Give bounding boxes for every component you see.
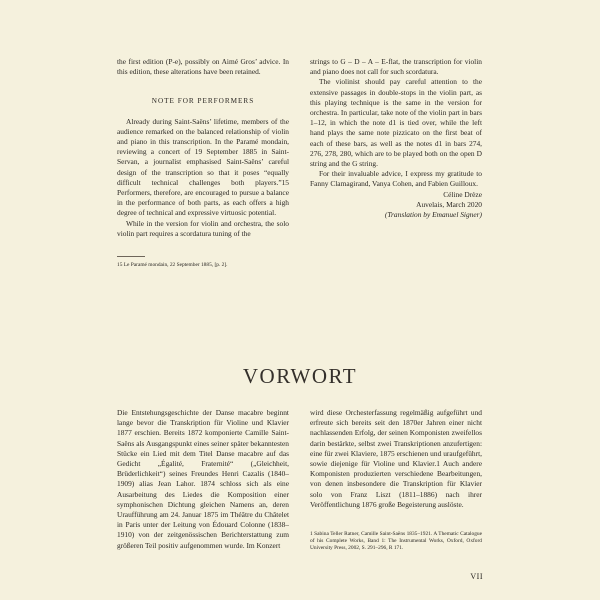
german-left-column	[117, 408, 289, 551]
performers-paragraph-1: Already during Saint-Saëns’ lifetime, members of the audience remarked on the balanced relationship of violin and piano in this transcription. In the Paramé mondain, reviewing a concert of 19 September 1885 in Saint-Servan, a journalist emphasised Saint-Saëns’ careful design of the transcription so that it poses “equally difficult technical challenges both players.”15 Performers, therefore, are encouraged to pursue a balance in the performance of both parts, as each offers a high degree of technical and expressive virtuosic potential.	[117, 116, 289, 218]
german-right-column	[310, 408, 482, 552]
german-paragraph-1: Die Entstehungsgeschichte der Danse macabre beginnt lange bevor die Transkription für Violine und Klavier 1877 erschien. Bereits 1872 komponierte Camille Saint-Saëns als Ausgangspunkt eines seiner später bekanntesten Stücke ein Lied mit dem Titel Danse macabre auf das Gedicht „Égalité, Fraternité“ („Gleichheit, Brüderlichkeit“) seines Freundes Henri Cazalis (1840–1909) alias Jean Lahor. 1874 schloss sich als eine Ausarbeitung des Liedes die Komposition einer symphonischen Dichtung gleichen Namens an, deren Uraufführung am 24. Januar 1875 im Théâtre du Châtelet in Paris unter der Leitung von Édouard Colonne (1838–1910) von der zeitgenössischen Berichterstattung zum größeren Teil positiv aufgenommen wurde. Im Konzert	[117, 408, 289, 550]
footnote-rule	[117, 256, 145, 257]
english-left-column	[117, 57, 289, 239]
place-date: Auvelais, March 2020	[416, 199, 482, 209]
footnote-german: 1 Sabina Teller Ratner, Camille Saint-Saëns 1835–1921. A Thematic Catalogue of his Complete Works, Band 1: The Instrumental Works, Oxford, Oxford University Press, 2002, S. 291–296, R 171.	[310, 531, 482, 552]
gratitude-paragraph: For their invaluable advice, I express my gratitude to Fanny Clamagirand, Vanya Cohen, and Fabien Guilloux.	[310, 169, 482, 189]
translation-credit: (Translation by Emanuel Signer)	[384, 210, 482, 220]
intro-paragraph: the first edition (P-e), possibly on Aimé Gros’ advice. In this edition, these alterations have been retained.	[117, 57, 289, 77]
performers-paragraph-2: While in the version for violin and orchestra, the solo violin part requires a scordatura tuning of the	[117, 218, 289, 238]
author-signature: Céline Drèze	[443, 189, 482, 199]
page-number: VII	[470, 572, 483, 581]
english-right-column	[310, 57, 482, 220]
double-stops-paragraph: The violinist should pay careful attention to the extensive passages in double-stops in the violin part, as this playing technique is the same in the version for orchestra. In particular, take note of the violin part in bars 1–12, in which the note d1 is tied over, while the left hand plays the same note pizzicato on the first beat of each of these bars, as well as the notes d1 in bars 274, 276, 278, 280, which are to be played both on the open D string and the G string.	[310, 77, 482, 169]
footnote-english: 15 Le Paramé mondain, 22 September 1885, [p. 2].	[117, 262, 228, 268]
scordatura-paragraph: strings to G – D – A – E-flat, the transcription for violin and piano does not call for such scordatura.	[310, 57, 482, 77]
note-for-performers-heading: NOTE FOR PERFORMERS	[151, 97, 255, 106]
section-title: VORWORT	[242, 364, 358, 388]
german-paragraph-2: wird diese Orchesterfassung regelmäßig aufgeführt und erfreute sich bereits seit den 1870er Jahren einer nicht nachlassenden Erfolg, der seinen Komponisten zweifellos darin bestärkte, selbst zwei Transkriptionen anzufertigen: eine für zwei Klaviere, 1875 erschienen und uraufgeführt, sowie diejenige für Violine und Klavier.1 Auch andere Komponisten produzierten verschiedene Bearbeitungen, von denen insbesondere die Transkription für Klavier solo von Franz Liszt (1811–1886) nach ihrer Veröffentlichung 1876 große Begeisterung auslöste.	[310, 408, 482, 509]
